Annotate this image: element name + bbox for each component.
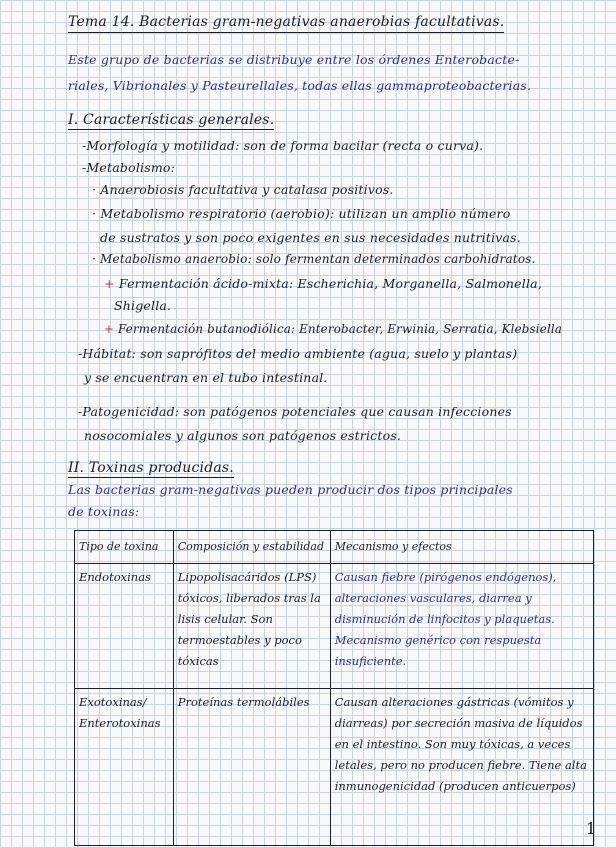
- cell-composicion: Lipopolisacáridos (LPS) tóxicos, liberados tras la lisis celular. Son termoestables y poco tóxicas: [173, 564, 330, 689]
- anaerobio-text: · Metabolismo anaerobio: solo fermentan determinados carbohidratos.: [92, 252, 536, 266]
- plus-marker-icon: +: [104, 276, 115, 291]
- table-row: [75, 564, 594, 689]
- cell-mecanismo: Causan fiebre (pirógenos endógenos), alteraciones vasculares, diarrea y disminución de linfocitos y plaquetas. Mecanismo genérico con respuesta insuficiente.: [330, 564, 593, 689]
- cell-tipo: Exotoxinas/ Enterotoxinas: [75, 689, 174, 846]
- section-2-heading: II. Toxinas producidas.: [68, 460, 234, 476]
- anaerobiosis-text: · Anaerobiosis facultativa y catalasa positivos.: [92, 182, 394, 197]
- section-2-intro-1: Las bacterias gram-negativas pueden producir dos tipos principales: [68, 482, 513, 497]
- toxins-table: [74, 530, 594, 846]
- page-title: Tema 14. Bacterias gram-negativas anaerobias facultativas.: [68, 14, 504, 30]
- morfologia-text: -Morfología y motilidad: son de forma bacilar (recta o curva).: [82, 138, 484, 153]
- respiratorio-text-1: · Metabolismo respiratorio (aerobio): utilizan un amplio número: [92, 206, 511, 221]
- cell-composicion: Proteínas termolábiles: [173, 689, 330, 846]
- cell-tipo: Endotoxinas: [75, 564, 174, 689]
- metabolismo-label: -Metabolismo:: [82, 160, 176, 175]
- cell-mecanismo: Causan alteraciones gástricas (vómitos y diarreas) por secreción masiva de líquidos en el intestino. Son muy tóxicas, a veces letales, pero no producen fiebre. Tiene alta inmunogenicidad (producen anticuerpos): [330, 689, 593, 846]
- fermentacion-mixta-1: + Fermentación ácido-mixta: Escherichia, Morganella, Salmonella,: [104, 276, 542, 291]
- patogenicidad-text-2: nosocomiales y algunos son patógenos estrictos.: [84, 428, 402, 443]
- header-mecanismo: Mecanismo y efectos: [330, 531, 593, 564]
- intro-line-1: Este grupo de bacterias se distribuye entre los órdenes Enterobacte-: [68, 52, 520, 67]
- header-composicion: Composición y estabilidad: [173, 531, 330, 564]
- habitat-text-1: -Hábitat: son saprófitos del medio ambiente (agua, suelo y plantas): [78, 346, 518, 361]
- plus-marker-icon: +: [104, 322, 115, 336]
- section-2-intro-2: de toxinas:: [68, 504, 140, 519]
- patogenicidad-text-1: -Patogenicidad: son patógenos potenciales que causan infecciones: [78, 404, 512, 419]
- fermentacion-mixta-2: Shigella.: [114, 298, 172, 313]
- page-number: 1: [585, 819, 596, 838]
- habitat-text-2: y se encuentran en el tubo intestinal.: [84, 370, 328, 385]
- intro-line-2: riales, Vibrionales y Pasteurellales, todas ellas gammaproteobacterias.: [68, 78, 532, 93]
- table-header-row: [75, 531, 594, 564]
- section-1-heading: I. Características generales.: [68, 112, 275, 128]
- respiratorio-text-2: de sustratos y son poco exigentes en sus necesidades nutritivas.: [100, 230, 521, 245]
- fermentacion-butanodiolica: + Fermentación butanodiólica: Enterobacter, Erwinia, Serratia, Klebsiella: [104, 322, 563, 336]
- table-row: [75, 689, 594, 846]
- header-tipo: Tipo de toxina: [75, 531, 174, 564]
